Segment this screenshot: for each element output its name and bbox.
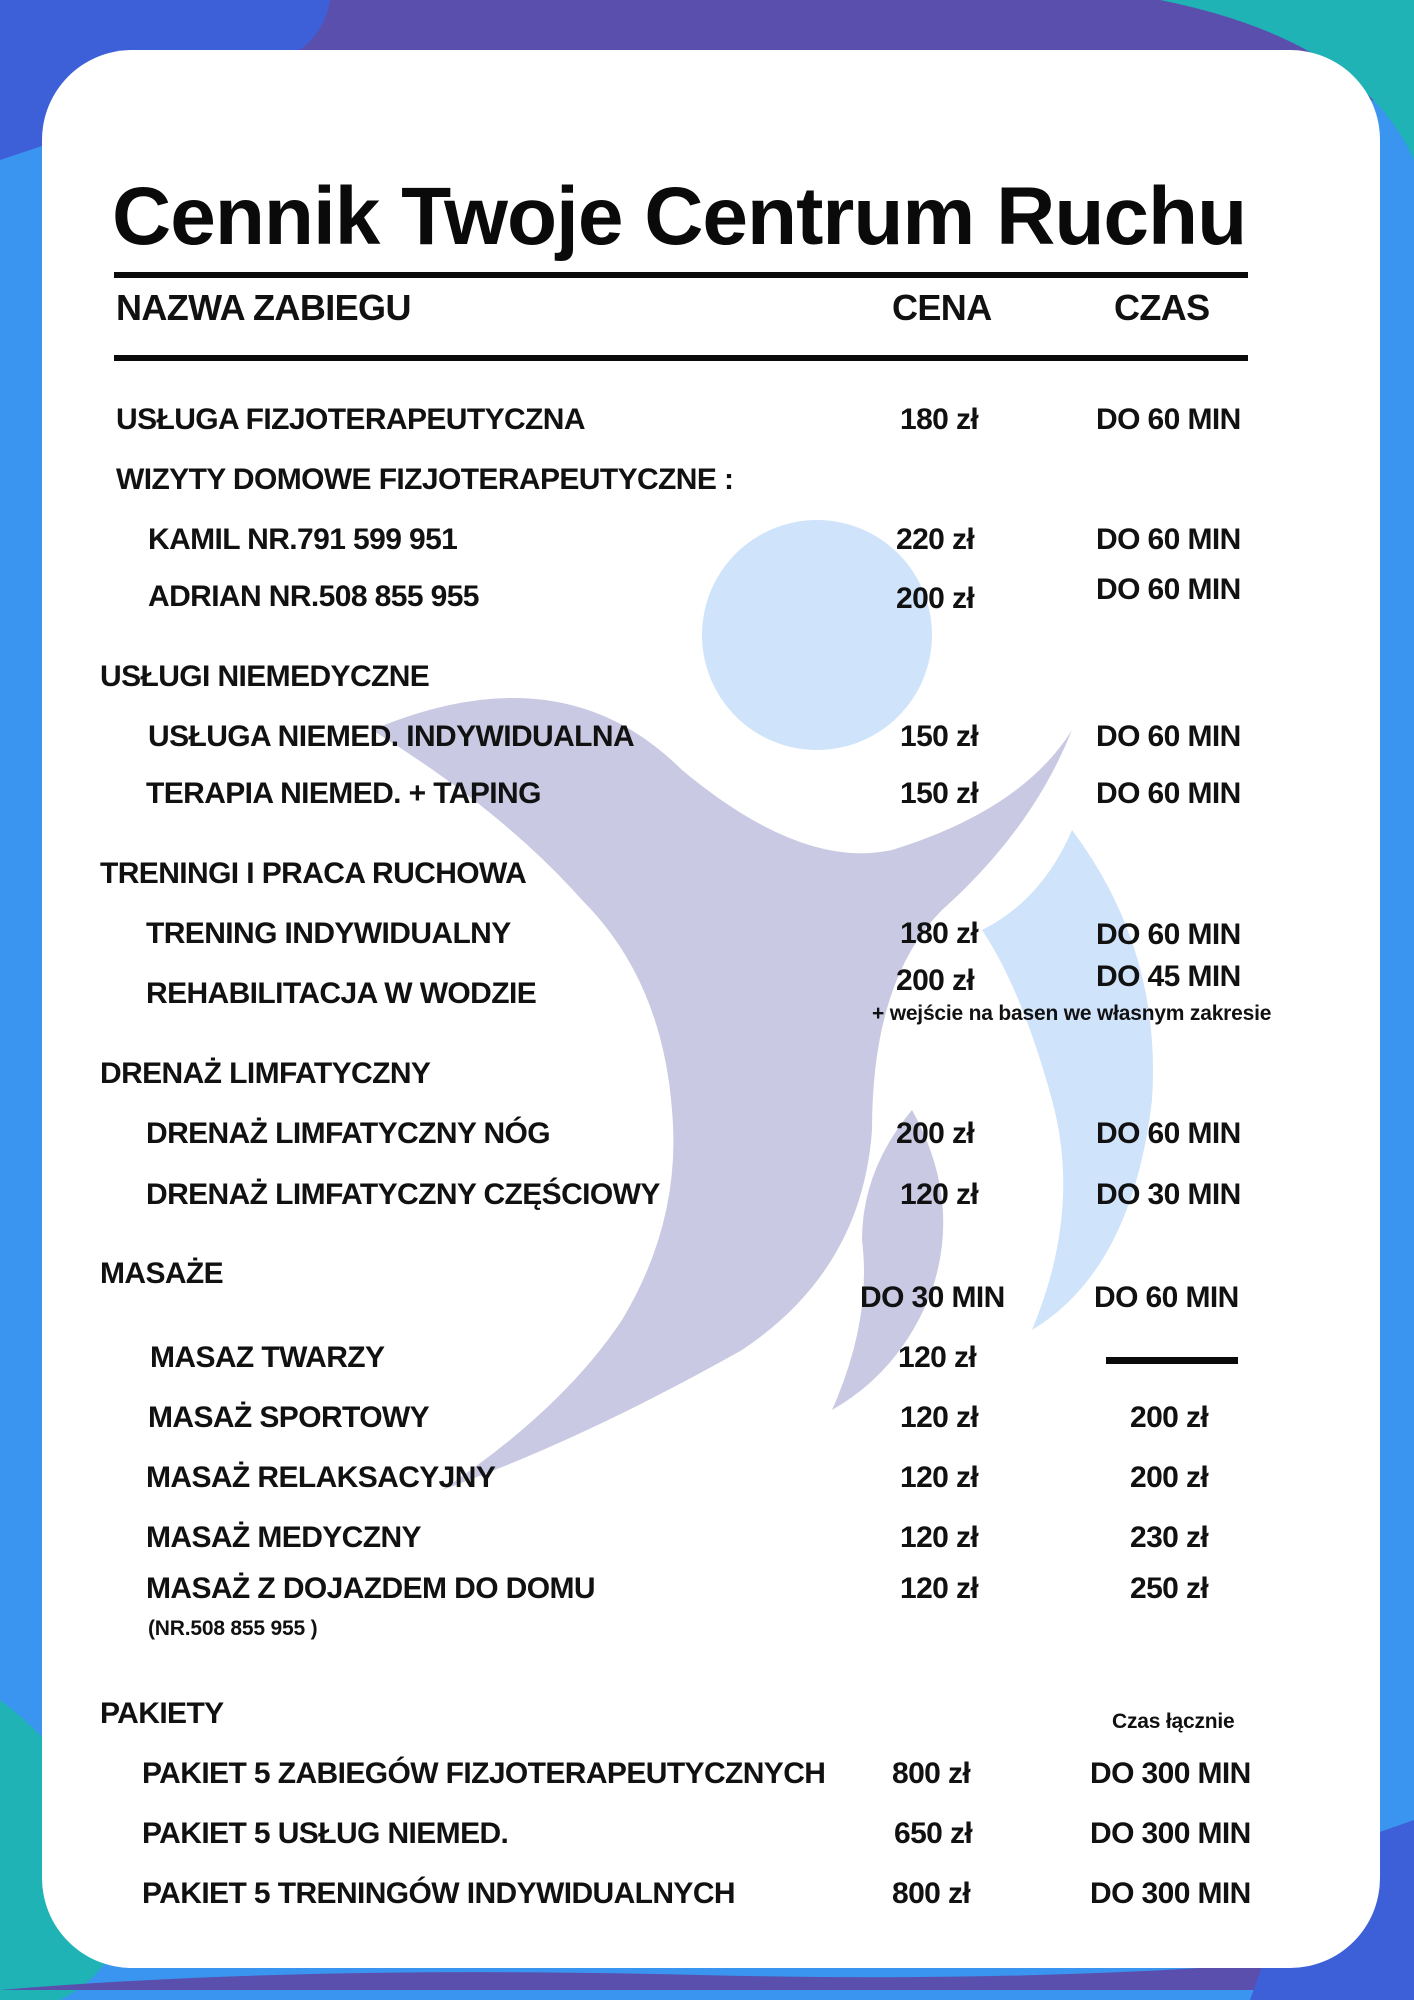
no-price-dash [1106, 1357, 1238, 1364]
row-name: TERAPIA NIEMED. + TAPING [146, 777, 541, 810]
row-name: DRENAŻ LIMFATYCZNY NÓG [146, 1117, 551, 1150]
row-time: DO 60 MIN [1096, 918, 1241, 951]
row-price: 220 zł [896, 523, 975, 556]
row-time: DO 300 MIN [1090, 1877, 1251, 1910]
row-name: DRENAŻ LIMFATYCZNY CZĘŚCIOWY [146, 1178, 660, 1211]
row-price-30: 120 zł [900, 1401, 979, 1434]
price-card [42, 50, 1380, 1968]
section-heading: USŁUGI NIEMEDYCZNE [100, 660, 430, 693]
row-time: DO 60 MIN [1096, 720, 1241, 753]
row-time: DO 60 MIN [1096, 523, 1241, 556]
row-name: MASAŻ RELAKSACYJNY [146, 1461, 496, 1494]
row-name: MASAŻ SPORTOWY [148, 1401, 430, 1434]
row-time: DO 300 MIN [1090, 1817, 1251, 1850]
row-price: 200 zł [896, 582, 975, 615]
row-price: 120 zł [900, 1178, 979, 1211]
row-price-60: 230 zł [1130, 1521, 1209, 1554]
row-price: 200 zł [896, 964, 975, 997]
row-price-30: 120 zł [900, 1572, 979, 1605]
row-name: MASAŻ Z DOJAZDEM DO DOMU [146, 1572, 595, 1605]
page-title: Cennik Twoje Centrum Ruchu [112, 171, 1247, 262]
header-time: CZAS [1114, 287, 1210, 328]
row-name: MASAŻ MEDYCZNY [146, 1521, 421, 1554]
row-time: DO 60 MIN [1096, 777, 1241, 810]
row-price: 180 zł [900, 403, 979, 436]
row-note: (NR.508 855 955 ) [148, 1617, 318, 1640]
row-price-30: 120 zł [900, 1461, 979, 1494]
section-heading: TRENINGI I PRACA RUCHOWA [100, 857, 527, 890]
row-price: 200 zł [896, 1117, 975, 1150]
header-top-rule [114, 272, 1248, 278]
column-heading-30: DO 30 MIN [860, 1281, 1005, 1314]
row-name: USŁUGA NIEMED. INDYWIDUALNA [148, 720, 635, 753]
row-name: PAKIET 5 USŁUG NIEMED. [142, 1817, 509, 1850]
row-time: DO 30 MIN [1096, 1178, 1241, 1211]
header-bottom-rule [114, 355, 1248, 361]
row-name: REHABILITACJA W WODZIE [146, 977, 537, 1010]
row-price-30: 120 zł [900, 1521, 979, 1554]
row-time: DO 60 MIN [1096, 573, 1241, 606]
header-price: CENA [892, 287, 992, 328]
section-heading: MASAŻE [100, 1257, 224, 1290]
row-price-30: 120 zł [898, 1341, 977, 1374]
row-price: 150 zł [900, 777, 979, 810]
row-time: DO 60 MIN [1096, 1117, 1241, 1150]
row-name: WIZYTY DOMOWE FIZJOTERAPEUTYCZNE : [116, 463, 734, 496]
row-price-60: 200 zł [1130, 1401, 1209, 1434]
row-name: PAKIET 5 ZABIEGÓW FIZJOTERAPEUTYCZNYCH [142, 1757, 826, 1790]
header-name: NAZWA ZABIEGU [116, 287, 411, 328]
row-time: DO 60 MIN [1096, 403, 1241, 436]
time-note: Czas łącznie [1112, 1710, 1235, 1733]
row-price-60: 200 zł [1130, 1461, 1209, 1494]
section-heading: PAKIETY [100, 1697, 224, 1730]
row-name: USŁUGA FIZJOTERAPEUTYCZNA [116, 403, 585, 436]
section-heading: DRENAŻ LIMFATYCZNY [100, 1057, 431, 1090]
row-price: 800 zł [892, 1757, 971, 1790]
row-price: 650 zł [894, 1817, 973, 1850]
row-time: DO 300 MIN [1090, 1757, 1251, 1790]
column-heading-60: DO 60 MIN [1094, 1281, 1239, 1314]
row-name: PAKIET 5 TRENINGÓW INDYWIDUALNYCH [142, 1877, 735, 1910]
row-note: + wejście na basen we własnym zakresie [872, 1002, 1272, 1025]
row-price: 150 zł [900, 720, 979, 753]
row-name: ADRIAN NR.508 855 955 [148, 580, 479, 613]
row-name: KAMIL NR.791 599 951 [148, 523, 458, 556]
row-price-60: 250 zł [1130, 1572, 1209, 1605]
row-price: 180 zł [900, 917, 979, 950]
row-price: 800 zł [892, 1877, 971, 1910]
row-time: DO 45 MIN [1096, 960, 1241, 993]
row-name: MASAZ TWARZY [150, 1341, 385, 1374]
row-name: TRENING INDYWIDUALNY [146, 917, 511, 950]
